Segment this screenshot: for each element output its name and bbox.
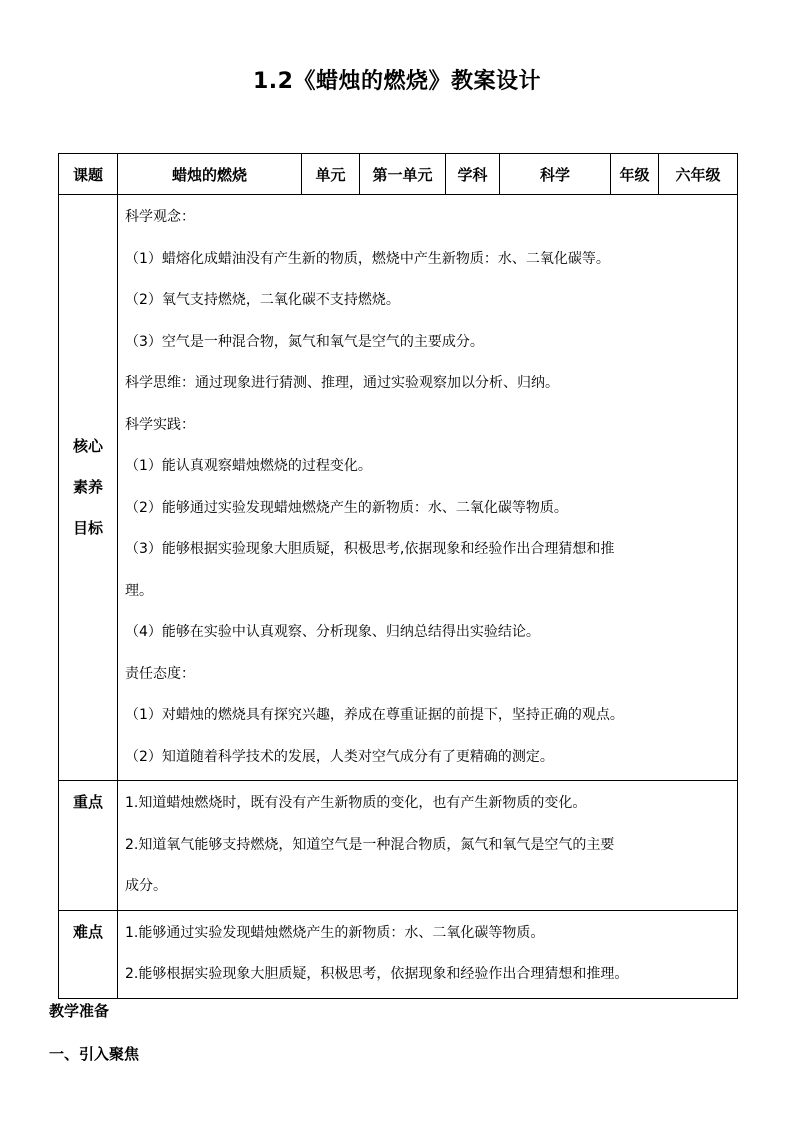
- unit-value: 第一单元: [360, 154, 446, 195]
- section-1-heading: 一、引入聚焦: [49, 1045, 140, 1063]
- key-points-content: [118, 781, 738, 911]
- core-goals-label: [59, 195, 118, 781]
- core-goals-content: [118, 195, 738, 781]
- key-point-line: 2.知道氧气能够支持燃烧，知道空气是一种混合物质，氮气和氧气是空气的主要: [125, 836, 615, 853]
- difficulties-content: [118, 910, 738, 998]
- core-line: （1）能认真观察蜡烛燃烧的过程变化。: [125, 458, 372, 474]
- grade-value: 六年级: [659, 154, 738, 195]
- core-line: 科学观念：: [125, 209, 195, 225]
- core-label-line: 素养: [72, 478, 103, 496]
- teaching-prep-heading: 教学准备: [49, 1002, 110, 1020]
- core-line: （2）知道随着科学技术的发展，人类对空气成分有了更精确的测定。: [125, 748, 554, 765]
- lesson-plan-table: [58, 153, 738, 999]
- core-label-line: 核心: [72, 437, 103, 455]
- unit-label: 单元: [302, 154, 360, 195]
- subject-label: 学科: [446, 154, 500, 195]
- core-line: 科学实践：: [125, 416, 195, 433]
- topic-label: 课题: [59, 154, 118, 195]
- key-point-line: 成分。: [125, 878, 167, 894]
- core-line: （2）氧气支持燃烧，二氧化碳不支持燃烧。: [125, 292, 400, 308]
- topic-value: 蜡烛的燃烧: [118, 154, 302, 195]
- difficulties-row: [59, 910, 738, 998]
- core-goals-row: [59, 195, 738, 781]
- key-point-line: 1.知道蜡烛燃烧时，既有没有产生新物质的变化，也有产生新物质的变化。: [125, 795, 587, 811]
- core-line: （2）能够通过实验发现蜡烛燃烧产生的新物质：水、二氧化碳等物质。: [125, 499, 568, 516]
- grade-label: 年级: [611, 154, 659, 195]
- key-points-row: [59, 781, 738, 911]
- core-line: 责任态度：: [125, 665, 195, 682]
- key-points-label: 重点: [59, 781, 118, 911]
- core-line: （4）能够在实验中认真观察、分析现象、归纳总结得出实验结论。: [125, 624, 540, 640]
- difficulties-label: 难点: [59, 910, 118, 998]
- core-line: （1）蜡熔化成蜡油没有产生新的物质，燃烧中产生新物质：水、二氧化碳等。: [125, 250, 610, 267]
- difficulty-line: 2.能够根据实验现象大胆质疑，积极思考，依据现象和经验作出合理猜想和推理。: [125, 966, 629, 982]
- subject-value: 科学: [500, 154, 611, 195]
- header-row: [59, 154, 738, 195]
- core-line: （3）能够根据实验现象大胆质疑，积极思考,依据现象和经验作出合理猜想和推: [125, 541, 615, 557]
- core-line: （3）空气是一种混合物，氮气和氧气是空气的主要成分。: [125, 333, 484, 350]
- core-label-line: 目标: [72, 519, 103, 537]
- core-line: 科学思维：通过现象进行猜测、推理，通过实验观察加以分析、归纳。: [125, 375, 559, 391]
- core-line: 理。: [125, 582, 153, 599]
- core-line: （1）对蜡烛的燃烧具有探究兴趣，养成在尊重证据的前提下，坚持正确的观点。: [125, 707, 624, 723]
- document-title: 1.2《蜡烛的燃烧》教案设计: [253, 69, 541, 94]
- difficulty-line: 1.能够通过实验发现蜡烛燃烧产生的新物质：水、二氧化碳等物质。: [125, 924, 545, 941]
